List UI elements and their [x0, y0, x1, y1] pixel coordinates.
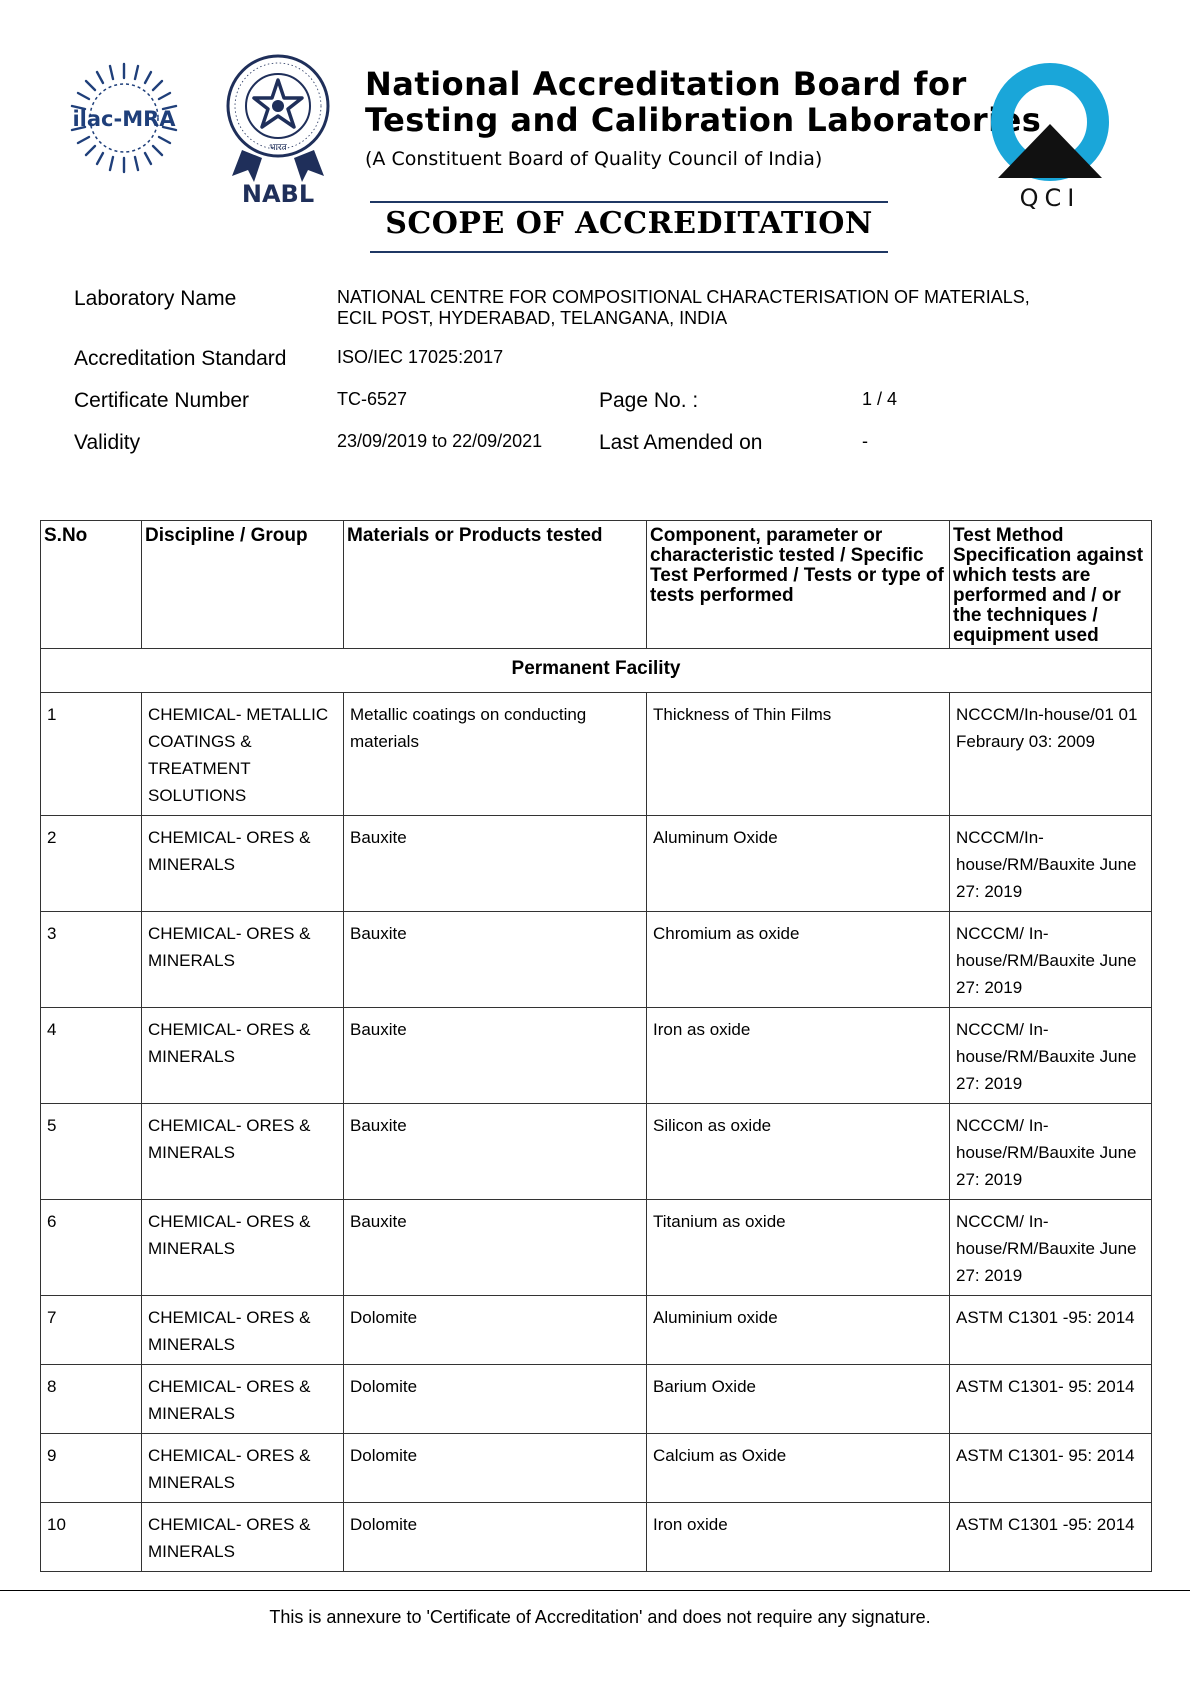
table-row: [41, 1365, 1152, 1434]
cell-parameter: Iron oxide: [647, 1503, 950, 1572]
cell-method: ASTM C1301- 95: 2014: [950, 1434, 1152, 1503]
svg-text:भारत: भारत: [269, 143, 287, 153]
cell-method: NCCCM/ In-house/RM/Bauxite June 27: 2019: [950, 1200, 1152, 1296]
cell-parameter: Iron as oxide: [647, 1008, 950, 1104]
cell-parameter: Barium Oxide: [647, 1365, 950, 1434]
table-row: [41, 816, 1152, 912]
board-subtitle: (A Constituent Board of Quality Council of India): [365, 148, 823, 170]
cell-sno: 2: [41, 816, 142, 912]
cell-discipline: CHEMICAL- ORES & MINERALS: [142, 912, 344, 1008]
cell-sno: 7: [41, 1296, 142, 1365]
cell-material: Metallic coatings on conducting materials: [344, 693, 647, 816]
svg-text:ilac-MRA: ilac-MRA: [72, 107, 176, 131]
cell-parameter: Titanium as oxide: [647, 1200, 950, 1296]
header-material: Materials or Products tested: [344, 521, 647, 649]
board-name-line2: Testing and Calibration Laboratories: [365, 101, 1042, 139]
table-row: [41, 1200, 1152, 1296]
cell-sno: 5: [41, 1104, 142, 1200]
section-row: [41, 649, 1152, 693]
board-name-line1: National Accreditation Board for: [365, 65, 967, 103]
cell-parameter: Aluminium oxide: [647, 1296, 950, 1365]
standard-label: Accreditation Standard: [74, 347, 287, 370]
cell-material: Bauxite: [344, 912, 647, 1008]
cell-method: NCCCM/In-house/RM/Bauxite June 27: 2019: [950, 816, 1152, 912]
header-discipline: Discipline / Group: [142, 521, 344, 649]
cell-discipline: CHEMICAL- ORES & MINERALS: [142, 1200, 344, 1296]
lab-name-line2: ECIL POST, HYDERABAD, TELANGANA, INDIA: [337, 308, 728, 328]
lab-name-line1: NATIONAL CENTRE FOR COMPOSITIONAL CHARACTERISATION OF MATERIALS,: [337, 287, 1030, 307]
cell-material: Dolomite: [344, 1296, 647, 1365]
cell-parameter: Aluminum Oxide: [647, 816, 950, 912]
table-row: [41, 1008, 1152, 1104]
amended-label: Last Amended on: [599, 431, 763, 454]
cell-discipline: CHEMICAL- ORES & MINERALS: [142, 1503, 344, 1572]
cell-sno: 9: [41, 1434, 142, 1503]
certificate-value: TC-6527: [337, 389, 408, 409]
nabl-logo: [222, 50, 334, 210]
scope-title: SCOPE OF ACCREDITATION: [385, 206, 873, 241]
validity-value: 23/09/2019 to 22/09/2021: [337, 431, 543, 451]
cell-material: Bauxite: [344, 1200, 647, 1296]
table-row: [41, 1296, 1152, 1365]
cell-discipline: CHEMICAL- ORES & MINERALS: [142, 1296, 344, 1365]
cell-method: NCCCM/ In-house/RM/Bauxite June 27: 2019: [950, 1008, 1152, 1104]
cell-sno: 6: [41, 1200, 142, 1296]
cell-parameter: Calcium as Oxide: [647, 1434, 950, 1503]
cell-method: ASTM C1301 -95: 2014: [950, 1296, 1152, 1365]
qci-logo: [988, 60, 1118, 210]
cell-parameter: Thickness of Thin Films: [647, 693, 950, 816]
header-sno: S.No: [41, 521, 142, 649]
cell-method: NCCCM/In-house/01 01 Febraury 03: 2009: [950, 693, 1152, 816]
table-row: [41, 1104, 1152, 1200]
cell-method: NCCCM/ In-house/RM/Bauxite June 27: 2019: [950, 1104, 1152, 1200]
cell-sno: 1: [41, 693, 142, 816]
cell-discipline: CHEMICAL- METALLIC COATINGS & TREATMENT SOLUTIONS: [142, 693, 344, 816]
cell-method: NCCCM/ In-house/RM/Bauxite June 27: 2019: [950, 912, 1152, 1008]
cell-sno: 8: [41, 1365, 142, 1434]
cell-method: ASTM C1301 -95: 2014: [950, 1503, 1152, 1572]
page-label: Page No. :: [599, 389, 699, 412]
cell-parameter: Chromium as oxide: [647, 912, 950, 1008]
standard-value: ISO/IEC 17025:2017: [337, 347, 504, 367]
page-value: 1 / 4: [862, 389, 898, 409]
table-header-row: [41, 521, 1152, 649]
table-row: [41, 1503, 1152, 1572]
cell-material: Dolomite: [344, 1434, 647, 1503]
amended-value: -: [862, 431, 868, 451]
cell-material: Bauxite: [344, 1104, 647, 1200]
cell-discipline: CHEMICAL- ORES & MINERALS: [142, 1365, 344, 1434]
cell-material: Bauxite: [344, 1008, 647, 1104]
cell-sno: 3: [41, 912, 142, 1008]
table-row: [41, 693, 1152, 816]
cell-discipline: CHEMICAL- ORES & MINERALS: [142, 1104, 344, 1200]
header-parameter: Component, parameter or characteristic tested / Specific Test Performed / Tests or type of tests performed: [647, 521, 950, 649]
svg-text:QCI: QCI: [1019, 184, 1081, 210]
cell-discipline: CHEMICAL- ORES & MINERALS: [142, 1008, 344, 1104]
cell-sno: 10: [41, 1503, 142, 1572]
cell-material: Bauxite: [344, 816, 647, 912]
validity-label: Validity: [74, 431, 141, 454]
header-method: Test Method Specification against which tests are performed and / or the techniques / equipment used: [950, 521, 1152, 649]
ilac-mra-logo: [66, 60, 182, 176]
cell-discipline: CHEMICAL- ORES & MINERALS: [142, 816, 344, 912]
scope-title-bottom-rule: [370, 251, 888, 253]
svg-text:NABL: NABL: [241, 180, 315, 208]
cell-discipline: CHEMICAL- ORES & MINERALS: [142, 1434, 344, 1503]
scope-title-top-rule: [370, 201, 888, 203]
cell-method: ASTM C1301- 95: 2014: [950, 1365, 1152, 1434]
cell-material: Dolomite: [344, 1365, 647, 1434]
footer-note: This is annexure to 'Certificate of Accreditation' and does not require any signature.: [269, 1607, 931, 1627]
scope-table: [40, 520, 1152, 1572]
cell-material: Dolomite: [344, 1503, 647, 1572]
section-title: Permanent Facility: [41, 649, 1152, 693]
footer-rule: [0, 1590, 1190, 1591]
table-row: [41, 1434, 1152, 1503]
certificate-label: Certificate Number: [74, 389, 250, 412]
cell-sno: 4: [41, 1008, 142, 1104]
table-row: [41, 912, 1152, 1008]
cell-parameter: Silicon as oxide: [647, 1104, 950, 1200]
lab-name-label: Laboratory Name: [74, 287, 237, 310]
